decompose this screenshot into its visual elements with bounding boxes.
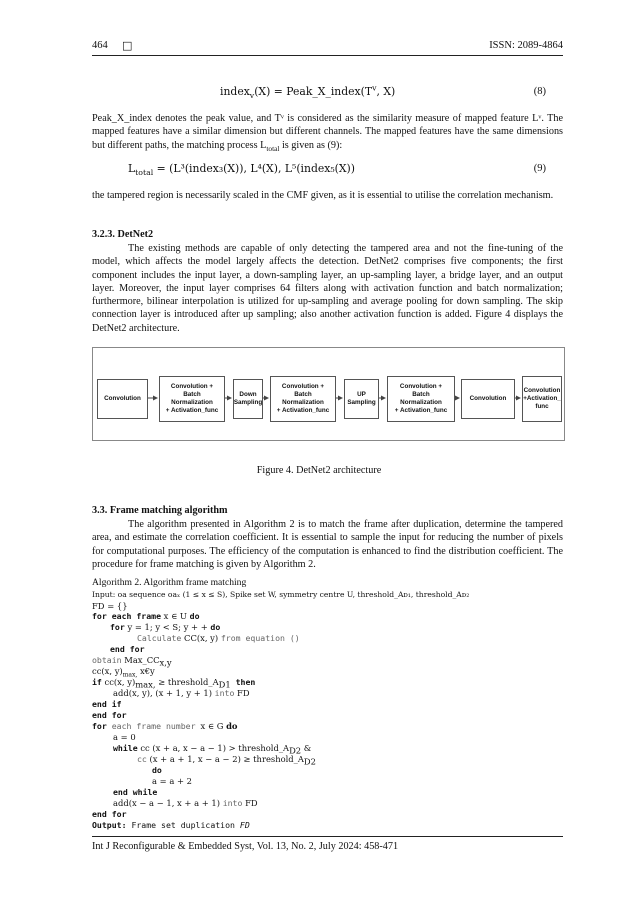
alg-kw-do: do — [189, 611, 200, 621]
alg-calc: Calculate — [137, 633, 182, 643]
alg-line-while — [113, 743, 312, 756]
alg-line-end-while — [113, 787, 157, 797]
alg-for-y-expr: y = 1; y < S; y + + — [124, 622, 211, 632]
eq8-index: index — [220, 85, 250, 98]
alg-line-a0: a = 0 — [113, 732, 136, 742]
block-convolution-1: Convolution — [97, 379, 148, 419]
alg-calc-tail: from equation () — [220, 633, 300, 643]
alg-cc2-expr: (x + a + 1, x − a − 2) ≥ threshold_A — [146, 754, 304, 764]
block-conv-bn-act-3: Convolution + Batch Normalization + Activation_func — [387, 376, 455, 422]
detnet2-architecture-diagram — [92, 347, 565, 441]
alg-cc-tail: x€y — [137, 666, 155, 676]
alg-line-cc — [92, 666, 155, 679]
alg-line-cc2 — [137, 754, 316, 767]
block-down-sampling: Down Sampling — [233, 379, 263, 419]
alg-output-tail: Frame set duplication — [126, 820, 240, 830]
paragraph-tampered-region: the tampered region is necessarily scaled in the CMF given, as it is essential to utilise the correlation mechanism. — [92, 190, 554, 201]
block-convolution-2: Convolution — [461, 379, 515, 419]
alg-add1-fd: FD — [234, 688, 250, 698]
eq8-sup: v — [372, 83, 377, 93]
alg-line-end-if — [92, 699, 122, 709]
eq8-sub: v — [249, 91, 255, 101]
block-conv-activation: Convolution +Activation_ func — [522, 376, 562, 422]
alg-line-output — [92, 820, 250, 830]
footer-citation: Int J Reconfigurable & Embedded Syst, Vol. 13, No. 2, July 2024: 458-471 — [92, 841, 399, 852]
alg-add2-into: into — [222, 798, 243, 808]
paragraph-frame-matching: The algorithm presented in Algorithm 2 is to match the frame after duplication, determine the tampered area, and estimate the correlation coefficient. It is essential to sample the input for reducing the number of pixels for computational purposes. The efficiency of the computation is enhanced to find the distribution coefficient. The procedure for frame matching is given by Algorithm 2. — [92, 519, 563, 570]
equation-9-label: (9) — [533, 163, 546, 174]
alg-line-calc — [137, 633, 300, 643]
equation-8 — [220, 83, 396, 101]
alg-kw-end-for-3: end for — [92, 809, 127, 819]
equation-9 — [128, 162, 355, 178]
equation-8-label: (8) — [533, 86, 546, 97]
alg-kw-end-while: end while — [113, 787, 158, 797]
alg-line-obtain — [92, 655, 172, 668]
alg-kw-end-for: end for — [110, 644, 145, 654]
alg-add1-into: into — [214, 688, 235, 698]
alg-obtain: obtain — [92, 655, 122, 665]
alg-line-for-each — [92, 611, 200, 621]
eq9-rest: = (L³(index₃(X)), L⁴(X), L⁵(index₅(X)) — [153, 162, 355, 175]
alg-for-each2-kw: each frame number — [106, 721, 201, 731]
alg-add1: add(x, y), (x + 1, y + 1) — [113, 688, 215, 698]
alg-if-sub: max, — [135, 679, 156, 690]
alg-kw-for-each: for each frame — [92, 611, 162, 621]
alg-while-amp: & — [301, 743, 312, 753]
paragraph-peak-index — [92, 112, 563, 152]
algorithm-title: Algorithm 2. Algorithm frame matching — [92, 577, 247, 588]
alg-if-cmp-sub: D1 — [218, 679, 231, 690]
eq9-l: L — [128, 162, 136, 175]
alg-kw-if: if — [92, 677, 102, 687]
alg-kw-for-2: for — [92, 721, 107, 731]
alg-for-each2-expr: x ∈ G — [200, 721, 227, 731]
para1-text: Peak_X_index denotes the peak value, and Tᵛ is considered as the similarity measure of mapped feature Lᵛ. The mapped features have a similar dimension but different channels. The mapped features have the same dimensions but different paths, the matching process L — [92, 113, 563, 151]
alg-line-end-for-2 — [92, 710, 127, 720]
issn: ISSN: 2089-4864 — [489, 40, 563, 51]
alg-kw-output: Output: — [92, 820, 127, 830]
eq8-end: , X) — [376, 85, 396, 98]
alg-kw-end-for-2: end for — [92, 710, 127, 720]
block-conv-bn-act-2: Convolution + Batch Normalization + Activation_func — [270, 376, 336, 422]
alg-line-a2: a = a + 2 — [152, 776, 192, 786]
alg-if-cmp: ≥ threshold_A — [155, 677, 219, 687]
alg-line-for-y — [110, 622, 220, 632]
alg-for-each2-do: do — [226, 721, 238, 731]
block-conv-bn-act-1: Convolution + Batch Normalization + Activation_func — [159, 376, 225, 422]
page-number: 464 — [92, 40, 108, 51]
alg-cc: cc(x, y) — [92, 666, 123, 676]
alg-while-sub: D2 — [289, 745, 302, 756]
alg-add2-fd: FD — [242, 798, 258, 808]
alg-cc2-sub: D2 — [303, 756, 316, 767]
eq8-rest: (X) = Peak_X_index(T — [254, 85, 373, 98]
section-heading-detnet2: 3.2.3. DetNet2 — [92, 229, 154, 240]
alg-kw-do-3: do — [152, 765, 162, 775]
alg-output-fd: FD — [239, 820, 250, 830]
alg-input-line: Input: oa sequence oaₓ (1 ≤ x ≤ S), Spike set W, symmetry centre U, threshold_Aᴅ₁, threshold_Aᴅ₂ — [92, 590, 470, 599]
footer-rule — [92, 836, 563, 837]
alg-cc-sub: max, — [122, 671, 138, 679]
alg-kw-then: then — [230, 677, 256, 687]
alg-line-add1 — [113, 688, 250, 698]
alg-kw-while: while — [113, 743, 138, 753]
alg-calc-expr: CC(x, y) — [181, 633, 221, 643]
alg-kw-for: for — [110, 622, 125, 632]
alg-obtain-sub: x,y — [159, 657, 172, 668]
alg-var: x ∈ U — [161, 611, 190, 621]
alg-if-expr: cc(x, y) — [101, 677, 136, 687]
block-up-sampling: UP Sampling — [344, 379, 379, 419]
header-rule — [92, 55, 563, 56]
alg-cc2: cc — [137, 754, 147, 764]
eq9-sub: total — [135, 168, 154, 178]
alg-line-end-for — [110, 644, 145, 654]
alg-line-for-each-2 — [92, 721, 238, 731]
section-heading-frame-matching: 3.3. Frame matching algorithm — [92, 505, 228, 516]
alg-kw-end-if: end if — [92, 699, 122, 709]
alg-add2: add(x − a − 1, x + a + 1) — [113, 798, 223, 808]
alg-while-expr: cc (x + a, x − a − 1) > threshold_A — [137, 743, 290, 753]
alg-line-do — [152, 765, 162, 775]
para1-sub: total — [266, 143, 280, 153]
alg-obtain-expr: Max_CC — [121, 655, 160, 665]
para1-tail: is given as (9): — [279, 139, 343, 151]
figure-4-caption: Figure 4. DetNet2 architecture — [256, 465, 382, 476]
alg-fd-init: FD = {} — [92, 601, 128, 611]
paragraph-detnet2: The existing methods are capable of only detecting the tampered area and not the fine-tuning of the model, which affects the model largely affects the detection. DetNet2 comprises five components; the first component includes the input layer, a down-sampling layer, an up-sampling layer, a bridge layer, and an output layer. Moreover, the input layer comprises 64 filters along with activation function and batch normalization; furthermore, bilinear interpolation is utilized for up-sampling and average pooling for down sampling. The skip connection layer is introduced after up sampling; also another activation function is added. Figure 4 displays the DetNet2 architecture. — [92, 243, 563, 334]
alg-line-add2 — [113, 798, 258, 808]
box-glyph-icon: □ — [122, 39, 133, 52]
alg-kw-do-2: do — [210, 622, 221, 632]
alg-line-end-for-3 — [92, 809, 127, 819]
alg-line-if — [92, 677, 256, 690]
